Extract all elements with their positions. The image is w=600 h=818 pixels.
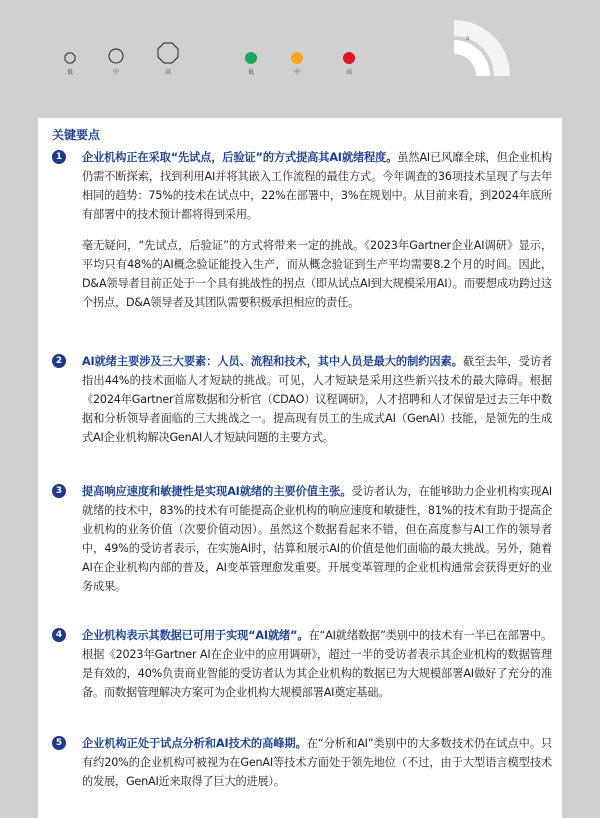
legend-label: 低 bbox=[247, 69, 254, 76]
legend-mid-shape bbox=[101, 40, 131, 76]
key-point-body: 在“AI就绪数据”类别中的技术有一半已在部署中。根据《2023年Gartner AI在企业中的应用调研》，超过一半的受访者表示其企业机构的数据管理是有效的，40%负责商业智能的受访者认为其企业机构的数据已为大规模部署AI做好了充分的准备。而数据管理解决方案可为企业机构大规模部署AI奠定基础。 bbox=[82, 629, 552, 699]
key-point-4 bbox=[52, 626, 552, 702]
orange-dot-icon bbox=[291, 52, 303, 64]
octagon-large-icon bbox=[157, 42, 179, 64]
number-badge: 5 bbox=[52, 736, 66, 750]
radar-arc-icon bbox=[452, 18, 512, 78]
legend-high-dot bbox=[334, 40, 364, 76]
section-heading: 关键要点 bbox=[52, 128, 101, 142]
key-point-text bbox=[82, 482, 552, 596]
legend-mid-dot bbox=[282, 40, 312, 76]
key-point-5 bbox=[52, 734, 552, 791]
octagon-small-icon bbox=[64, 52, 76, 64]
legend-label: 高 bbox=[164, 69, 171, 76]
legend-label: 中 bbox=[112, 69, 119, 76]
legend-low-shape bbox=[55, 40, 85, 76]
circle-medium-icon bbox=[108, 48, 124, 64]
key-point-text bbox=[82, 352, 552, 447]
legend-high-shape bbox=[153, 40, 183, 76]
legend-low-dot bbox=[236, 40, 266, 76]
key-point-bold: AI就绪主要涉及三大要素：人员、流程和技术，其中人员是最大的制约因素。 bbox=[82, 355, 463, 368]
key-point-2 bbox=[52, 352, 552, 447]
number-badge: 3 bbox=[52, 484, 66, 498]
document-page bbox=[38, 118, 562, 818]
key-point-body: 截至去年，受访者指出44%的技术面临人才短缺的挑战。可见，人才短缺是采用这些新兴技术的最大障碍。根据《2024年Gartner首席数据和分析官（CDAO）议程调研》，人才招聘和人才保留是过去三年中数据和分析领导者面临的三大挑战之一。提高现有员工的生成式AI（GenAI）技能，是领先的生成式AI企业机构解决GenAI人才短缺问题的主要方式。 bbox=[82, 355, 553, 444]
key-point-bold: 企业机构正在采取“先试点，后验证”的方式提高其AI就绪程度。 bbox=[82, 151, 398, 164]
key-point-text bbox=[82, 148, 552, 224]
key-point-bold: 企业机构正处于试点分析和AI技术的高峰期。 bbox=[82, 737, 307, 750]
red-dot-icon bbox=[343, 52, 355, 64]
legend-label: 中 bbox=[293, 69, 300, 76]
number-badge: 1 bbox=[52, 150, 66, 164]
green-dot-icon bbox=[245, 52, 257, 64]
key-point-body: 虽然AI已风靡全球，但企业机构仍需不断探索，找到利用AI并将其嵌入工作流程的最佳方式。今年调查的36项技术呈现了与去年相同的趋势：75%的技术在试点中，22%在部署中，3%在规划中。从目前来看，到2024年底所有部署中的技术预计都将得到采用。 bbox=[82, 151, 552, 221]
key-point-bold: 企业机构表示其数据已可用于实现“AI就绪”。 bbox=[82, 629, 309, 642]
key-point-text bbox=[82, 626, 552, 702]
key-point-body: 在“分析和AI”类别中的大多数技术仍在试点中。只有约20%的企业机构可被视为在GenAI等技术方面处于领先地位（不过，由于大型语言模型技术的发展，GenAI近来取得了巨大的进展）。 bbox=[82, 737, 553, 788]
key-point-bold: 提高响应速度和敏捷性是实现AI就绪的主要价值主张。 bbox=[82, 485, 352, 498]
key-point-body: 受访者认为，在能够助力企业机构实现AI就绪的技术中，83%的技术有可能提高企业机构的响应速度和敏捷性，81%的技术有助于提高企业机构的业务价值（次要价值动因）。虽然这个数据看起来不错，但在高度参与AI工作的领导者中，49%的受访者表示，在实施AI时，估算和展示AI的价值是他们面临的最大挑战。另外，随着AI在企业机构内部的普及，AI变革管理愈发重要。开展变革管理的企业机构通常会获得更好的业务成果。 bbox=[82, 485, 553, 593]
key-point-3 bbox=[52, 482, 552, 596]
legend bbox=[0, 0, 600, 110]
number-badge: 4 bbox=[52, 628, 66, 642]
key-point-1 bbox=[52, 148, 552, 312]
key-point-text bbox=[82, 734, 552, 791]
key-point-paragraph: 毫无疑问，“先试点，后验证”的方式将带来一定的挑战。《2023年Gartner企业AI调研》显示，平均只有48%的AI概念验证能投入生产，而从概念验证到生产平均需要8.2个月的时间。因此，D&A领导者目前正处于一个具有挑战性的拐点（即从试点AI到大规模采用AI）。而要想成功跨过这个拐点，D&A领导者及其团队需要积极承担相应的责任。 bbox=[82, 239, 552, 309]
number-badge: 2 bbox=[52, 354, 66, 368]
legend-label: 高 bbox=[345, 69, 352, 76]
svg-text:d: d bbox=[466, 36, 470, 42]
legend-label: 低 bbox=[66, 69, 73, 76]
